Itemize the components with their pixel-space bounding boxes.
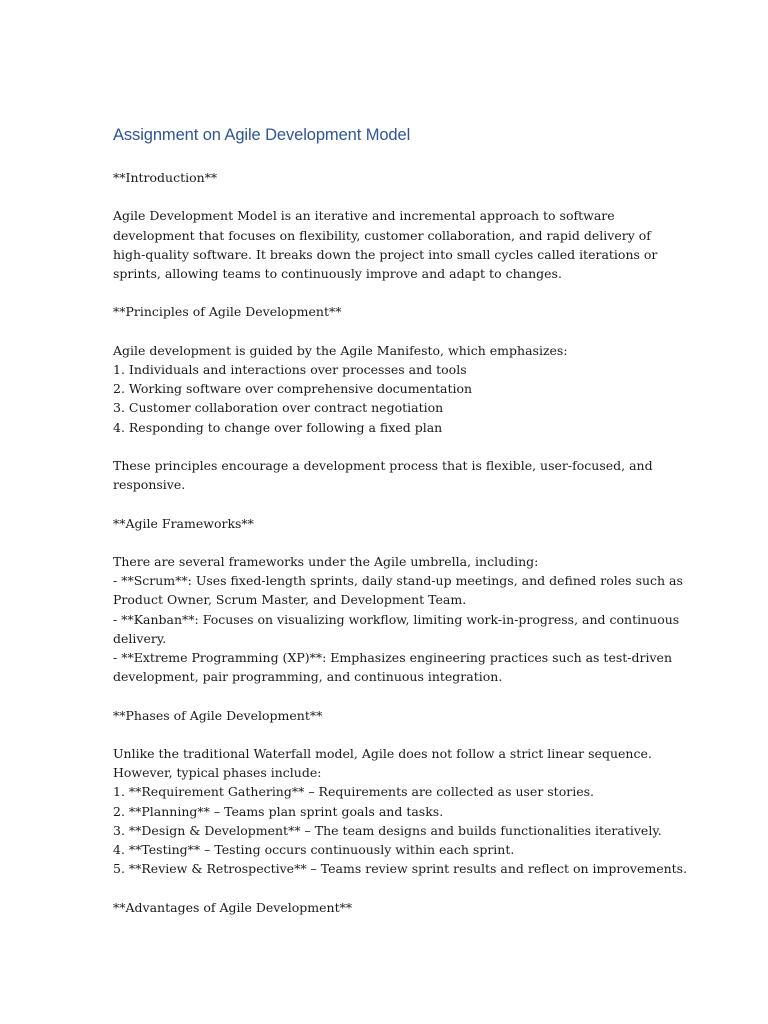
paragraph xyxy=(113,206,673,283)
text-line: responsive. xyxy=(113,477,186,493)
text-line: Product Owner, Scrum Master, and Development Team. xyxy=(113,592,467,608)
paragraph xyxy=(113,456,673,494)
text-line: Agile development is guided by the Agile Manifesto, which emphasizes: xyxy=(113,342,568,358)
text-line: - **Kanban**: Focuses on visualizing workflow, limiting work-in-progress, and continuous xyxy=(113,611,680,627)
document-body xyxy=(113,168,688,917)
text-line: 3. Customer collaboration over contract negotiation xyxy=(113,400,444,416)
text-line: - **Scrum**: Uses fixed-length sprints, daily stand-up meetings, and defined roles such as xyxy=(113,573,683,589)
text-line: There are several frameworks under the Agile umbrella, including: xyxy=(113,553,539,569)
text-line: 3. **Design & Development** – The team designs and builds functionalities iteratively. xyxy=(113,822,662,838)
section-heading: **Principles of Agile Development** xyxy=(113,304,342,320)
section-heading: **Agile Frameworks** xyxy=(113,515,254,531)
document-title: Assignment on Agile Development Model xyxy=(113,126,411,144)
text-line: 2. **Planning** – Teams plan sprint goals and tasks. xyxy=(113,803,444,819)
section-heading: **Phases of Agile Development** xyxy=(113,707,323,723)
text-line: sprints, allowing teams to continuously improve and adapt to changes. xyxy=(113,266,562,281)
text-line: - **Extreme Programming (XP)**: Emphasizes engineering practices such as test-driven xyxy=(113,649,673,665)
text-line: 1. **Requirement Gathering** – Requirements are collected as user stories. xyxy=(113,784,594,800)
section-heading: **Introduction** xyxy=(113,170,218,185)
text-line: 5. **Review & Retrospective** – Teams review sprint results and reflect on improvements. xyxy=(113,861,688,877)
text-line: However, typical phases include: xyxy=(113,765,322,781)
text-line: Unlike the traditional Waterfall model, Agile does not follow a strict linear sequence. xyxy=(113,745,652,761)
document-page xyxy=(113,124,688,936)
text-line: 1. Individuals and interactions over processes and tools xyxy=(113,361,467,377)
paragraph xyxy=(113,744,688,878)
text-line: These principles encourage a development process that is flexible, user-focused, and xyxy=(113,457,653,473)
paragraph xyxy=(113,341,673,437)
text-line: 4. Responding to change over following a fixed plan xyxy=(113,419,443,435)
paragraph xyxy=(113,552,683,686)
text-line: high-quality software. It breaks down the project into small cycles called iterations or xyxy=(113,246,658,262)
text-line: 4. **Testing** – Testing occurs continuously within each sprint. xyxy=(113,841,515,857)
text-line: development, pair programming, and continuous integration. xyxy=(113,669,503,685)
section-heading: **Advantages of Agile Development** xyxy=(113,899,353,915)
text-line: delivery. xyxy=(113,630,167,646)
text-line: development that focuses on flexibility, customer collaboration, and rapid delivery of xyxy=(113,227,651,243)
text-line: 2. Working software over comprehensive documentation xyxy=(113,381,473,397)
text-line: Agile Development Model is an iterative and incremental approach to software xyxy=(113,208,615,224)
